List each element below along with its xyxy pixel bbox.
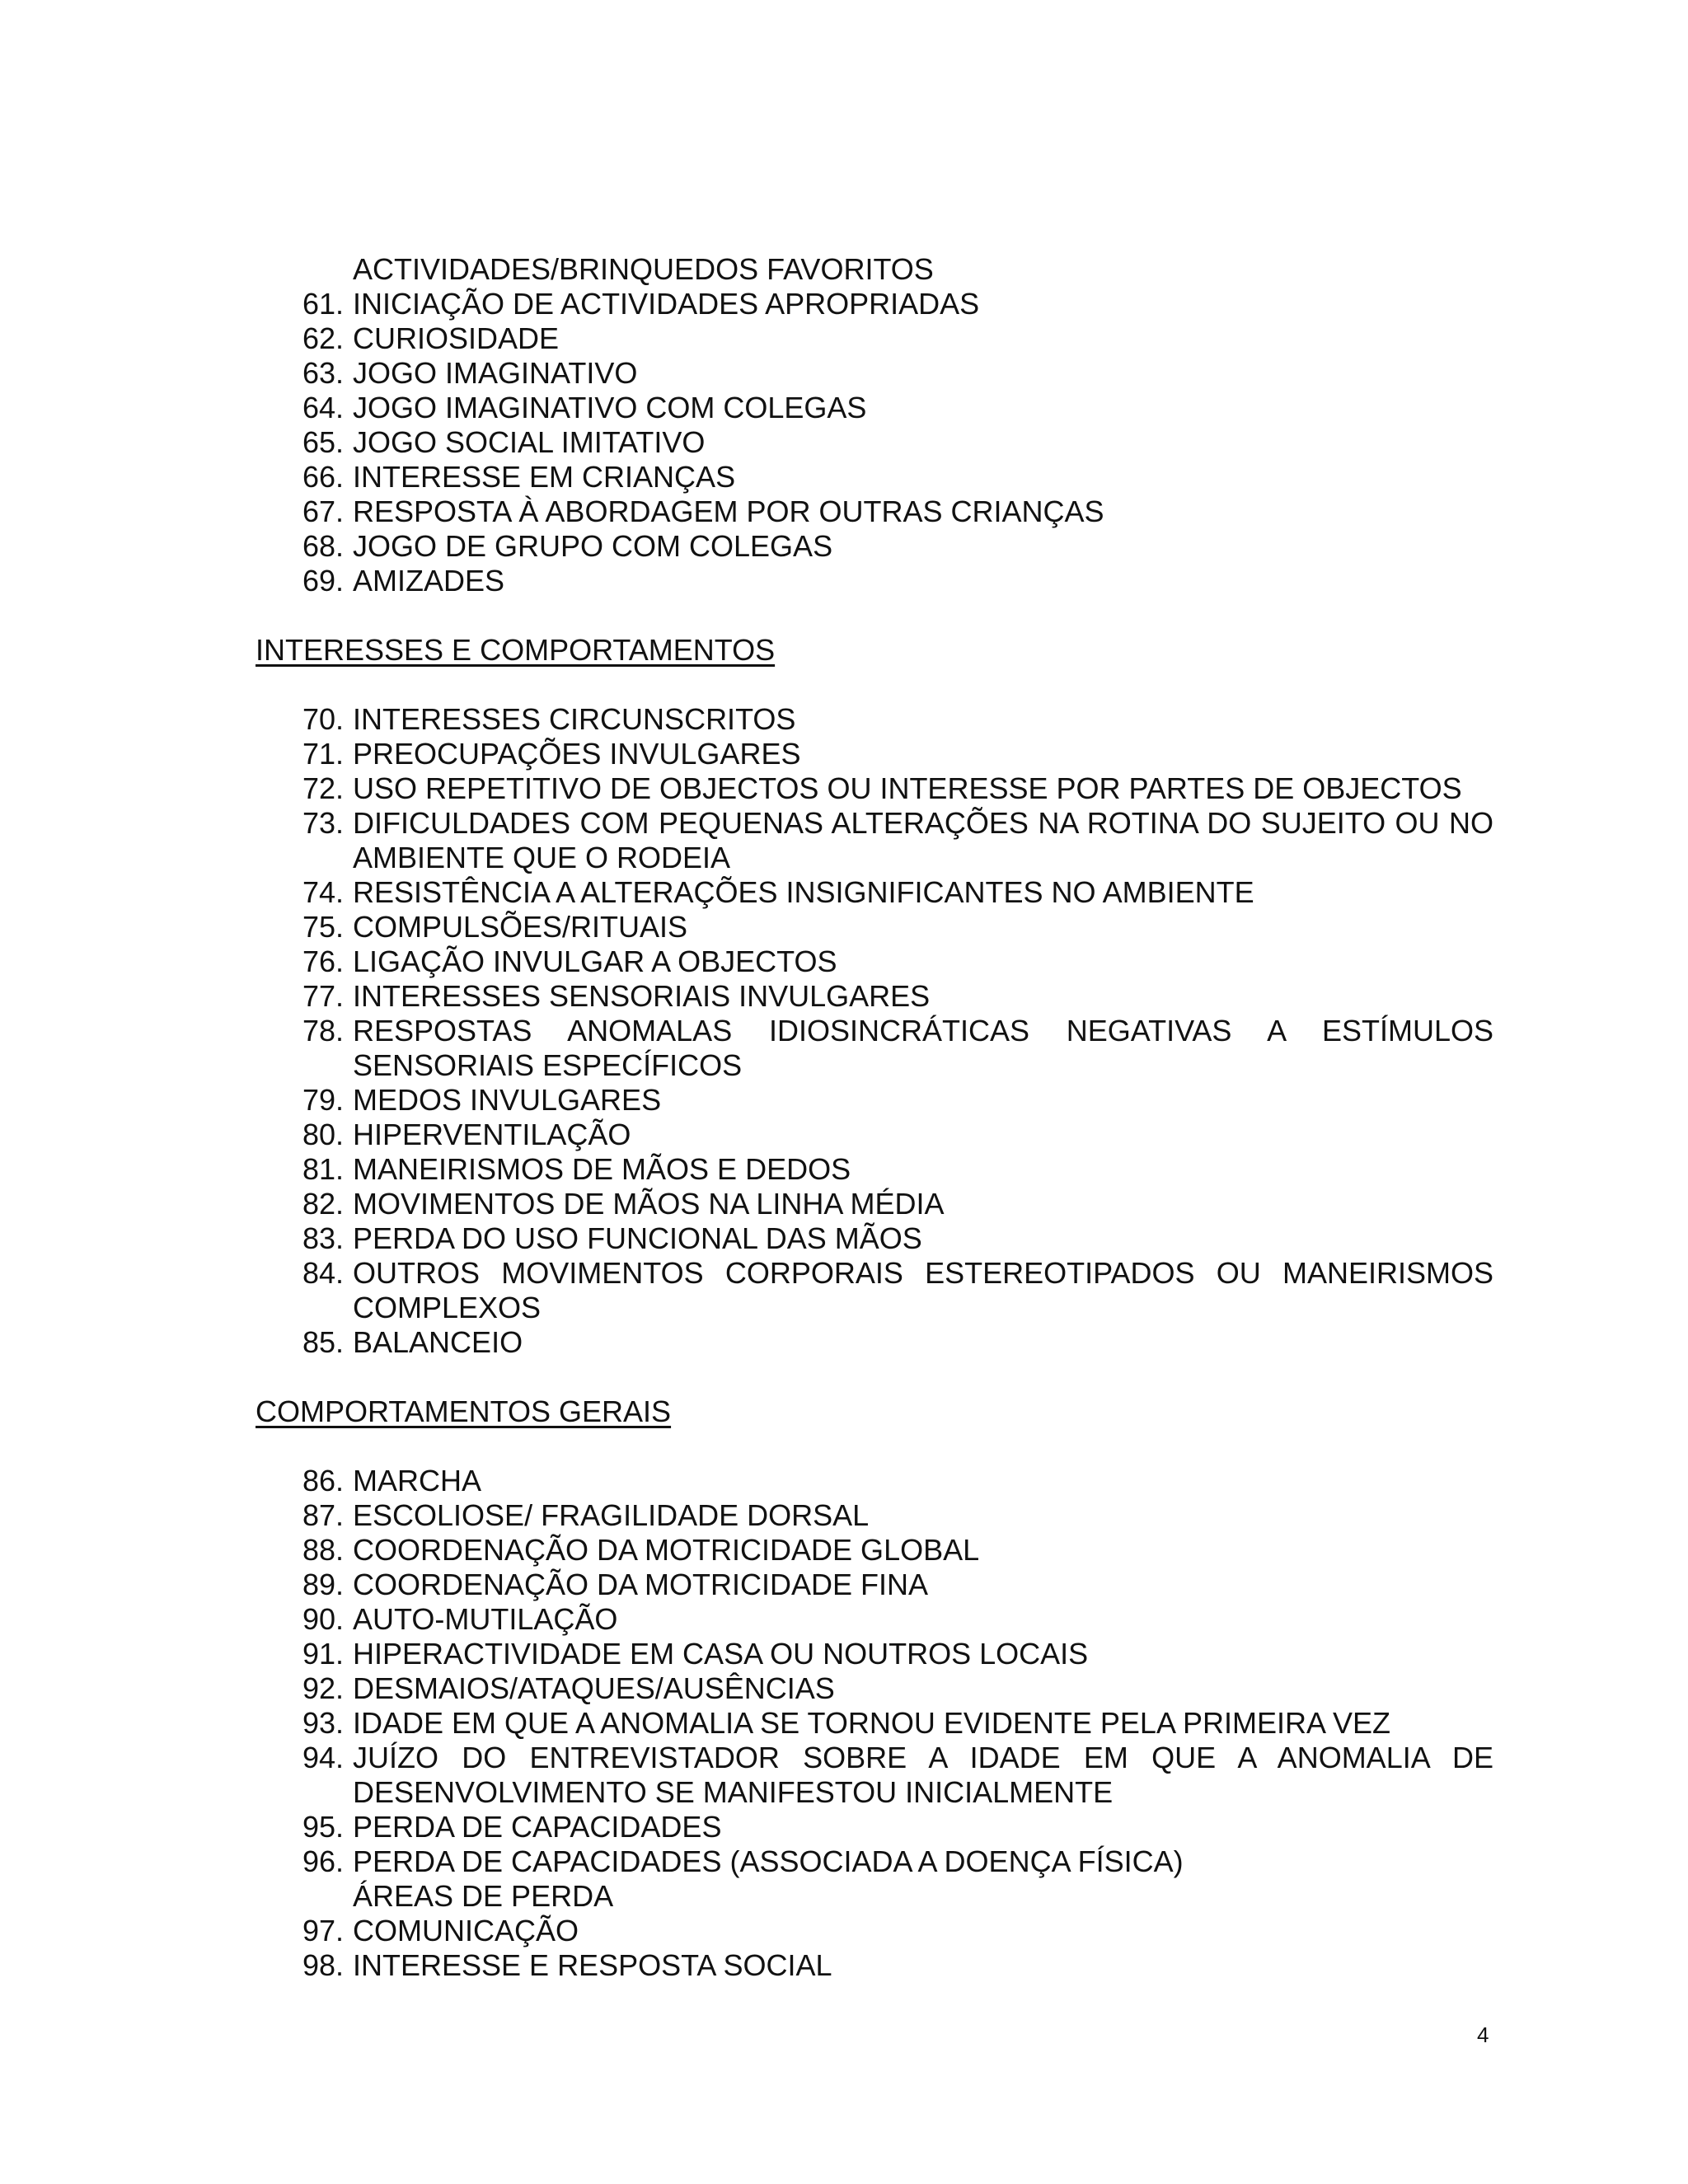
- list-item: [256, 1844, 1493, 1879]
- item-number: 74.: [302, 875, 345, 909]
- item-number: 64.: [302, 391, 345, 424]
- item-number: 88.: [302, 1533, 345, 1567]
- item-text: COORDENAÇÃO DA MOTRICIDADE FINA: [353, 1568, 929, 1601]
- item-text: RESPOSTA À ABORDAGEM POR OUTRAS CRIANÇAS: [353, 494, 1104, 528]
- list-item: [256, 1741, 1493, 1810]
- list-item: [256, 1602, 1493, 1637]
- item-text: PERDA DE CAPACIDADES (ASSOCIADA A DOENÇA FÍSICA): [353, 1844, 1184, 1878]
- item-number: 89.: [302, 1568, 345, 1601]
- list-item: [256, 1083, 1493, 1118]
- item-number: 69.: [302, 564, 345, 598]
- item-text: MEDOS INVULGARES: [353, 1083, 662, 1117]
- item-number: 71.: [302, 737, 345, 771]
- list-item: [256, 702, 1493, 737]
- item-number: 85.: [302, 1325, 345, 1359]
- item-number: 76.: [302, 944, 345, 978]
- list-item: [256, 1671, 1493, 1706]
- list-item: [256, 1706, 1493, 1741]
- item-text: RESPOSTAS ANOMALAS IDIOSINCRÁTICAS NEGATIVAS A ESTÍMULOS SENSORIAIS ESPECÍFICOS: [353, 1014, 1493, 1082]
- item-number: 95.: [302, 1810, 345, 1844]
- list-item: [256, 1221, 1493, 1256]
- list-item: [256, 1325, 1493, 1360]
- list-item: [256, 1152, 1493, 1187]
- item-text: INTERESSES SENSORIAIS INVULGARES: [353, 979, 931, 1013]
- item-text: COMUNICAÇÃO: [353, 1914, 579, 1947]
- item-text: CURIOSIDADE: [353, 321, 560, 355]
- item-number: 77.: [302, 979, 345, 1013]
- item-text: INTERESSE EM CRIANÇAS: [353, 460, 736, 494]
- item-text: COORDENAÇÃO DA MOTRICIDADE GLOBAL: [353, 1533, 980, 1567]
- item-number: 62.: [302, 321, 345, 355]
- item-text: JOGO IMAGINATIVO: [353, 356, 638, 390]
- spacer: [256, 598, 1493, 633]
- item-text: JOGO SOCIAL IMITATIVO: [353, 425, 706, 459]
- item-number: 96.: [302, 1844, 345, 1878]
- item-text: ESCOLIOSE/ FRAGILIDADE DORSAL: [353, 1498, 870, 1532]
- item-text: AMIZADES: [353, 564, 505, 598]
- item-number: 66.: [302, 460, 345, 494]
- list-item: [256, 391, 1493, 425]
- list-interests: [256, 702, 1493, 1360]
- item-text: OUTROS MOVIMENTOS CORPORAIS ESTEREOTIPADOS OU MANEIRISMOS COMPLEXOS: [353, 1256, 1493, 1324]
- item-number: 68.: [302, 529, 345, 563]
- list-item: [256, 910, 1493, 944]
- item-text: JOGO DE GRUPO COM COLEGAS: [353, 529, 833, 563]
- item-text: MANEIRISMOS DE MÃOS E DEDOS: [353, 1152, 851, 1186]
- list-item: [256, 287, 1493, 321]
- item-text: INTERESSES CIRCUNSCRITOS: [353, 702, 796, 736]
- spacer: [256, 668, 1493, 702]
- item-text: PREOCUPAÇÕES INVULGARES: [353, 737, 801, 771]
- section-heading-interests: INTERESSES E COMPORTAMENTOS: [256, 633, 776, 667]
- item-text: COMPULSÕES/RITUAIS: [353, 910, 688, 944]
- page-content: [256, 252, 1493, 1983]
- list-item: [256, 944, 1493, 979]
- item-text: AUTO-MUTILAÇÃO: [353, 1602, 618, 1636]
- list-group-1: [256, 287, 1493, 598]
- item-text: INTERESSE E RESPOSTA SOCIAL: [353, 1948, 832, 1982]
- list-item: [256, 806, 1493, 875]
- item-number: 98.: [302, 1948, 345, 1982]
- list-item: [256, 494, 1493, 529]
- item-text: JOGO IMAGINATIVO COM COLEGAS: [353, 391, 867, 424]
- item-text: BALANCEIO: [353, 1325, 523, 1359]
- item-text: MOVIMENTOS DE MÃOS NA LINHA MÉDIA: [353, 1187, 945, 1221]
- list-item: [256, 875, 1493, 910]
- item-text: LIGAÇÃO INVULGAR A OBJECTOS: [353, 944, 837, 978]
- item-number: 67.: [302, 494, 345, 528]
- item-text: PERDA DO USO FUNCIONAL DAS MÃOS: [353, 1221, 922, 1255]
- item-number: 93.: [302, 1706, 345, 1740]
- item-number: 78.: [302, 1014, 345, 1047]
- item-text: JUÍZO DO ENTREVISTADOR SOBRE A IDADE EM QUE A ANOMALIA DE DESENVOLVIMENTO SE MANIFESTOU INICIALMENTE: [353, 1741, 1493, 1809]
- list-item: [256, 771, 1493, 806]
- list-item: [256, 737, 1493, 771]
- spacer: [256, 1429, 1493, 1464]
- item-number: 81.: [302, 1152, 345, 1186]
- page-number: 4: [1477, 2022, 1489, 2047]
- item-number: 97.: [302, 1914, 345, 1947]
- list-item: [256, 1464, 1493, 1498]
- item-text: IDADE EM QUE A ANOMALIA SE TORNOU EVIDENTE PELA PRIMEIRA VEZ: [353, 1706, 1391, 1740]
- list-item: [256, 564, 1493, 598]
- item-number: 87.: [302, 1498, 345, 1532]
- item-number: 94.: [302, 1741, 345, 1774]
- spacer: [256, 1360, 1493, 1394]
- item-number: 65.: [302, 425, 345, 459]
- subheading-areas-de-perda: ÁREAS DE PERDA: [353, 1879, 614, 1913]
- item-number: 80.: [302, 1118, 345, 1151]
- item-text: PERDA DE CAPACIDADES: [353, 1810, 722, 1844]
- item-number: 91.: [302, 1637, 345, 1671]
- continuation-line: ACTIVIDADES/BRINQUEDOS FAVORITOS: [353, 252, 934, 286]
- item-text: USO REPETITIVO DE OBJECTOS OU INTERESSE POR PARTES DE OBJECTOS: [353, 771, 1462, 805]
- item-number: 61.: [302, 287, 345, 321]
- item-number: 84.: [302, 1256, 345, 1290]
- item-number: 70.: [302, 702, 345, 736]
- list-item: [256, 1118, 1493, 1152]
- list-item: [256, 529, 1493, 564]
- item-text: HIPERACTIVIDADE EM CASA OU NOUTROS LOCAIS: [353, 1637, 1089, 1671]
- list-item: [256, 979, 1493, 1014]
- item-text: RESISTÊNCIA A ALTERAÇÕES INSIGNIFICANTES NO AMBIENTE: [353, 875, 1254, 909]
- list-item: [256, 1533, 1493, 1568]
- list-item: [256, 1256, 1493, 1325]
- list-item: [256, 1948, 1493, 1983]
- list-item: [256, 1498, 1493, 1533]
- item-text: INICIAÇÃO DE ACTIVIDADES APROPRIADAS: [353, 287, 980, 321]
- item-number: 92.: [302, 1671, 345, 1705]
- list-item: [256, 1810, 1493, 1844]
- item-number: 90.: [302, 1602, 345, 1636]
- item-text: HIPERVENTILAÇÃO: [353, 1118, 631, 1151]
- item-number: 72.: [302, 771, 345, 805]
- item-text: DIFICULDADES COM PEQUENAS ALTERAÇÕES NA ROTINA DO SUJEITO OU NO AMBIENTE QUE O RODEIA: [353, 806, 1493, 874]
- list-item: [256, 425, 1493, 460]
- item-number: 73.: [302, 806, 345, 840]
- item-number: 75.: [302, 910, 345, 944]
- item-number: 86.: [302, 1464, 345, 1497]
- section-heading-general: COMPORTAMENTOS GERAIS: [256, 1394, 672, 1428]
- item-number: 79.: [302, 1083, 345, 1117]
- item-number: 82.: [302, 1187, 345, 1221]
- list-item: [256, 1914, 1493, 1948]
- list-item: [256, 321, 1493, 356]
- list-general: [256, 1464, 1493, 1983]
- list-item: [256, 460, 1493, 494]
- list-item: [256, 1187, 1493, 1221]
- item-text: DESMAIOS/ATAQUES/AUSÊNCIAS: [353, 1671, 835, 1705]
- item-number: 63.: [302, 356, 345, 390]
- list-item: [256, 1014, 1493, 1083]
- item-number: 83.: [302, 1221, 345, 1255]
- list-item: [256, 1568, 1493, 1602]
- list-item: [256, 1637, 1493, 1671]
- item-text: MARCHA: [353, 1464, 482, 1497]
- list-item: [256, 356, 1493, 391]
